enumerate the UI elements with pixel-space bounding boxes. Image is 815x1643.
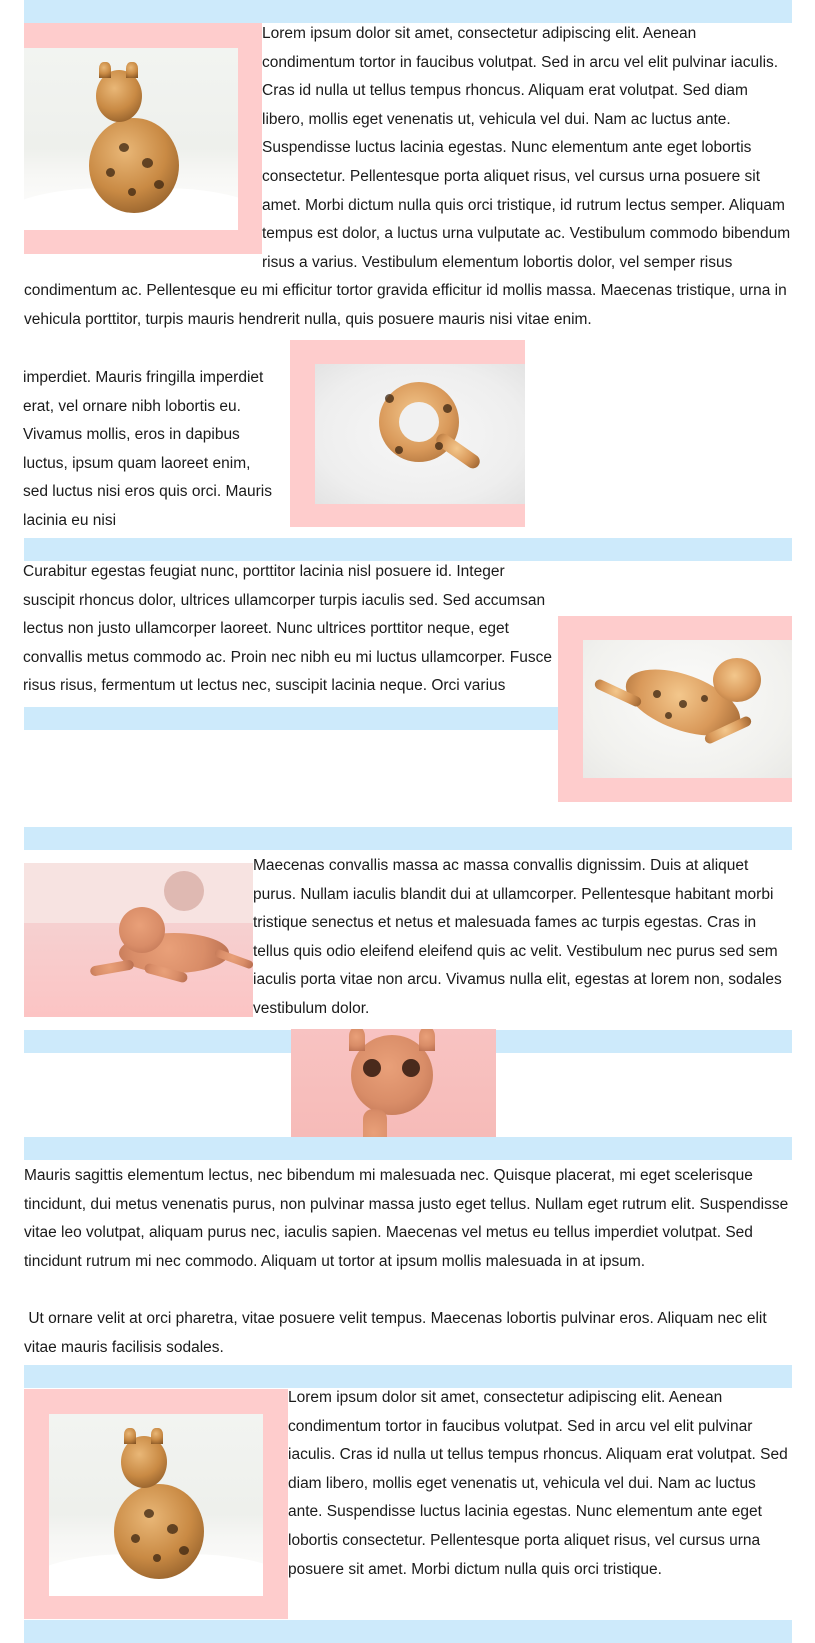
- paragraph-1: Lorem ipsum dolor sit amet, consectetur adipiscing elit. Aenean condimentum tortor in faucibus volutpat. Sed in arcu vel elit pulvinar iaculis. Cras id nulla ut tellus tempus rhoncus. Aliquam erat volutpat. Sed diam libero, mollis eget venenatis ut, vehicula vel dui. Nam ac luctus ante. Suspendisse luctus lacinia egestas. Nunc elementum ante eget lobortis consectetur. Pellentesque porta aliquet risus, vel cursus urna posuere sit amet. Morbi dictum nulla quis orci tristique, id rutrum lectus semper. Aliquam tempus est dolor, a luctus urna vulputate ac. Vestibulum commodo bibendum risus a varius. Vestibulum elementum lobortis dolor, vel semper risus condimentum ac. Pellentesque eu mi efficitur tortor gravida efficitur id mollis massa. Maecenas tristique, urna in vehicula porttitor, turpis mauris hendrerit nulla, quis posuere mauris nisi vitae enim.: [24, 25, 791, 328]
- float-image-box-6: [24, 1389, 288, 1619]
- paragraph-3: Curabitur egestas feugiat nunc, porttitor lacinia nisl posuere id. Integer suscipit rhoncus dolor, ultrices ullamcorper turpis iaculis sed. Sed accumsan lectus non justo ullamcorper laoreet. Nunc ultrices porttitor neque, eget convallis metus commodo ac. Proin nec nibh eu mi luctus ullamcorper. Fusce risus risus, fermentum ut lectus nec, suscipit lacinia neque. Orci varius: [23, 563, 552, 695]
- paragraph-5: Mauris sagittis elementum lectus, nec bibendum mi malesuada nec. Quisque placerat, mi eget scelerisque tincidunt, dui metus venenatis purus, non pulvinar massa justo eget tellus. Nullam eget rutrum elit. Suspendisse vitae leo volutpat, aliquam purus nec, iaculis sapien. Maecenas vel metus eu tellus imperdiet volutpat. Sed tincidunt rutrum mi nec commodo. Aliquam ut tortor at ipsum mollis malesuada in at ipsum.: [24, 1167, 789, 1270]
- margin-band-4: [24, 827, 792, 850]
- cat-lying-photo: [24, 863, 253, 1017]
- float-image-box-2: [290, 340, 525, 527]
- paragraph-1-wrap: [24, 20, 792, 335]
- float-spacer-1: [24, 20, 262, 250]
- margin-band-6: [24, 1137, 792, 1160]
- margin-band-3: [24, 707, 558, 730]
- cat-sitting-photo: [49, 1414, 263, 1596]
- margin-band-8: [24, 1620, 792, 1643]
- paragraph-2: imperdiet. Mauris fringilla imperdiet erat, vel ornare nibh lobortis eu. Vivamus mollis, eros in dapibus luctus, ipsum quam laoreet enim, sed luctus nisi eros quis orci. Mauris lacinia eu nisi: [23, 369, 272, 529]
- cat-rolling-photo: [583, 640, 792, 778]
- paragraph-6: Ut ornare velit at orci pharetra, vitae posuere velit tempus. Maecenas lobortis pulvinar eros. Aliquam nec elit vitae mauris facilisis sodales.: [24, 1310, 771, 1356]
- paragraph-7: Lorem ipsum dolor sit amet, consectetur adipiscing elit. Aenean condimentum tortor in faucibus volutpat. Sed in arcu vel elit pulvinar iaculis. Cras id nulla ut tellus tempus rhoncus. Aliquam erat volutpat. Sed diam libero, mollis eget venenatis ut, vehicula vel dui. Nam ac luctus ante. Suspendisse luctus lacinia egestas. Nunc elementum ante eget lobortis consectetur. Pellentesque porta aliquet risus, vel cursus urna posuere sit amet. Morbi dictum nulla quis orci tristique.: [288, 1389, 788, 1578]
- cat-curled-photo: [315, 364, 525, 504]
- float-image-box-3: [558, 616, 792, 802]
- paragraph-4: Maecenas convallis massa ac massa convallis dignissim. Duis at aliquet purus. Nullam iaculis blandit dui at ullamcorper. Pellentesque habitant morbi tristique senectus et netus et malesuada fames ac turpis egestas. Cras in tellus quis odio eleifend eleifend quis ac velit. Vestibulum nec purus sed sem iaculis porta vitae non arcu. Vivamus nulla elit, egestas at lorem non, sodales vestibulum dolor.: [253, 857, 782, 1017]
